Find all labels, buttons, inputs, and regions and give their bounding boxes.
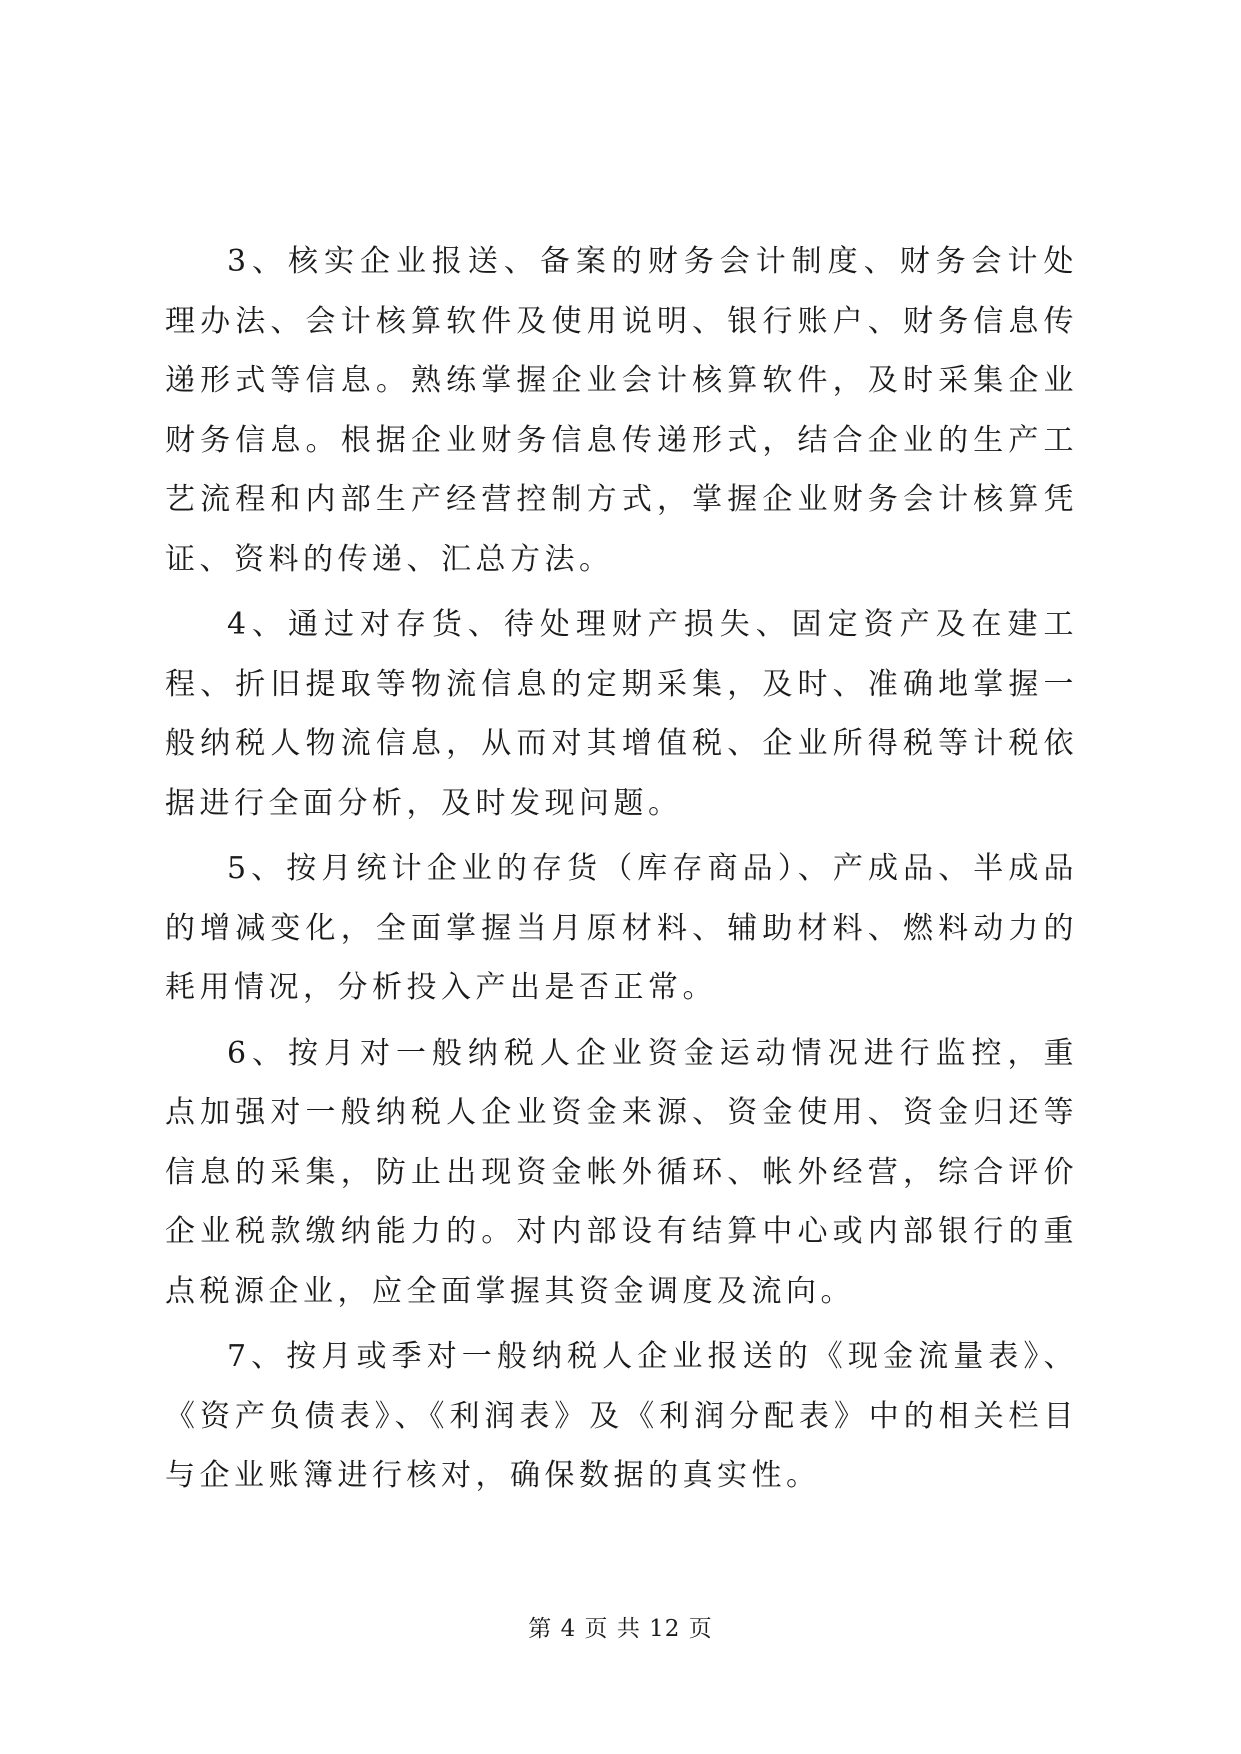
page-number-footer: 第 4 页 共 12 页	[528, 1616, 713, 1642]
paragraph-item-6: 6、按月对一般纳税人企业资金运动情况进行监控，重点加强对一般纳税人企业资金来源、资金使用、资金归还等信息的采集，防止出现资金帐外循环、帐外经营，综合评价企业税款缴纳能力的。对内部设有结算中心或内部银行的重点税源企业，应全面掌握其资金调度及流向。	[165, 1035, 1078, 1309]
paragraph-item-7: 7、按月或季对一般纳税人企业报送的《现金流量表》、《资产负债表》、《利润表》及《利润分配表》中的相关栏目与企业账簿进行核对，确保数据的真实性。	[165, 1339, 1078, 1493]
paragraph-item-4: 4、通过对存货、待处理财产损失、固定资产及在建工程、折旧提取等物流信息的定期采集，及时、准确地掌握一般纳税人物流信息，从而对其增值税、企业所得税等计税依据进行全面分析，及时发现问题。	[165, 607, 1078, 821]
paragraph-item-3: 3、核实企业报送、备案的财务会计制度、财务会计处理办法、会计核算软件及使用说明、银行账户、财务信息传递形式等信息。熟练掌握企业会计核算软件，及时采集企业财务信息。根据企业财务信息传递形式，结合企业的生产工艺流程和内部生产经营控制方式，掌握企业财务会计核算凭证、资料的传递、汇总方法。	[165, 244, 1078, 577]
paragraph-item-5: 5、按月统计企业的存货（库存商品）、产成品、半成品的增减变化，全面掌握当月原材料、辅助材料、燃料动力的耗用情况，分析投入产出是否正常。	[165, 851, 1078, 1005]
document-body	[165, 232, 1078, 1512]
